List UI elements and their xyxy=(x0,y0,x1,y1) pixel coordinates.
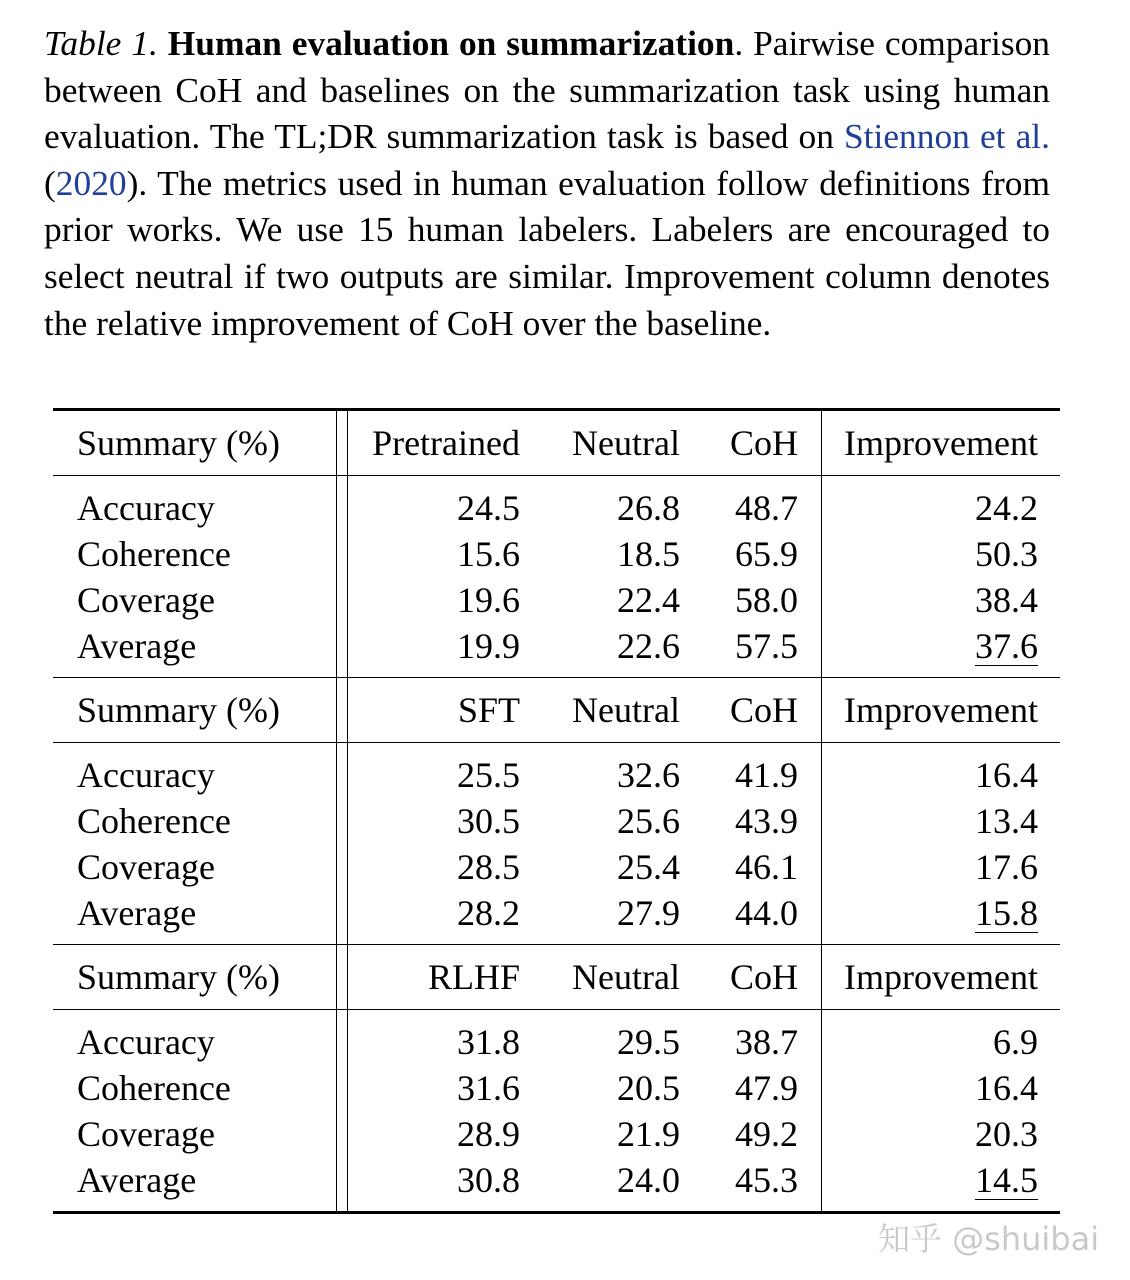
cell-metric: Coherence xyxy=(77,1068,231,1108)
cell-metric: Coherence xyxy=(77,534,231,574)
cell-improvement: 24.2 xyxy=(975,488,1038,528)
citation-year-link[interactable]: 2020 xyxy=(55,162,127,203)
caption-cite-open: ( xyxy=(44,162,56,203)
cell-coh-best: 57.5 xyxy=(680,623,822,678)
table-row xyxy=(53,743,1060,799)
cell-baseline: 31.6 xyxy=(457,1068,520,1108)
caption-text-1: . Pairwise comparison between CoH and baselines on the summarization task using human evaluation. The TL;DR summarization task is based on xyxy=(44,23,1050,157)
cell-baseline: 24.5 xyxy=(457,488,520,528)
table-row xyxy=(53,798,1060,844)
cell-coh: 58.0 xyxy=(680,577,822,623)
header-neutral: Neutral xyxy=(520,410,680,476)
cell-improvement xyxy=(822,890,1061,945)
table-row xyxy=(53,1111,1060,1157)
double-rule xyxy=(337,945,348,1010)
table-row xyxy=(53,577,1060,623)
cell-neutral: 26.8 xyxy=(617,488,680,528)
cell-metric: Average xyxy=(53,1157,337,1213)
cell-metric: Coverage xyxy=(77,580,215,620)
cell-baseline: 28.2 xyxy=(457,893,520,933)
double-rule xyxy=(337,577,348,623)
double-rule xyxy=(337,1010,348,1066)
table-row xyxy=(53,1065,1060,1111)
cell-baseline: 15.6 xyxy=(457,534,520,574)
cell-metric: Average xyxy=(77,893,197,933)
cell-neutral: 22.4 xyxy=(617,580,680,620)
double-rule xyxy=(337,678,348,743)
cell-neutral: 21.9 xyxy=(617,1114,680,1154)
citation-authors-link[interactable]: Stiennon et al. xyxy=(844,116,1050,157)
double-rule xyxy=(337,623,348,678)
cell-baseline: 25.5 xyxy=(457,755,520,795)
cell-baseline: 19.9 xyxy=(457,626,520,666)
double-rule xyxy=(337,890,348,945)
cell-coh: 48.7 xyxy=(680,476,822,532)
cell-baseline: 31.8 xyxy=(457,1022,520,1062)
double-rule xyxy=(337,531,348,577)
double-rule xyxy=(337,844,348,890)
underlined-value: 37.6 xyxy=(975,626,1038,666)
header-metric: Summary (%) xyxy=(53,678,337,743)
cell-improvement: 16.4 xyxy=(975,1068,1038,1108)
cell-neutral: 25.4 xyxy=(617,847,680,887)
cell-coh: 47.9 xyxy=(680,1065,822,1111)
cell-improvement xyxy=(822,1157,1061,1213)
header-improvement: Improvement xyxy=(822,410,1061,476)
cell-metric: Accuracy xyxy=(77,488,215,528)
table-header-row xyxy=(53,678,1060,743)
header-baseline: RLHF xyxy=(348,945,521,1010)
double-rule xyxy=(337,410,348,476)
cell-coh-best: 44.0 xyxy=(680,890,822,945)
results-table xyxy=(53,408,1060,1214)
double-rule xyxy=(337,1111,348,1157)
table-row-average xyxy=(53,1157,1060,1213)
cell-metric: Average xyxy=(77,626,197,666)
header-improvement: Improvement xyxy=(822,678,1061,743)
cell-coh: 41.9 xyxy=(680,743,822,799)
cell-neutral: 18.5 xyxy=(617,534,680,574)
cell-improvement: 6.9 xyxy=(993,1022,1038,1062)
double-rule xyxy=(337,743,348,799)
cell-baseline: 19.6 xyxy=(457,580,520,620)
cell-improvement xyxy=(822,623,1061,678)
cell-baseline: 30.8 xyxy=(348,1157,521,1213)
caption-label: Table 1. xyxy=(44,23,158,63)
cell-metric: Coverage xyxy=(77,847,215,887)
header-neutral: Neutral xyxy=(520,678,680,743)
watermark: 知乎 @shuibai xyxy=(878,1220,1100,1258)
cell-coh: 65.9 xyxy=(680,531,822,577)
cell-improvement: 13.4 xyxy=(975,801,1038,841)
cell-neutral: 25.6 xyxy=(617,801,680,841)
header-baseline: SFT xyxy=(348,678,521,743)
table-row xyxy=(53,476,1060,532)
cell-neutral: 29.5 xyxy=(617,1022,680,1062)
cell-improvement: 38.4 xyxy=(975,580,1038,620)
cell-improvement: 50.3 xyxy=(975,534,1038,574)
header-metric: Summary (%) xyxy=(53,945,337,1010)
cell-coh: 43.9 xyxy=(680,798,822,844)
cell-improvement: 16.4 xyxy=(975,755,1038,795)
cell-metric: Accuracy xyxy=(77,1022,215,1062)
double-rule xyxy=(337,1157,348,1213)
cell-coh: 46.1 xyxy=(680,844,822,890)
cell-neutral: 24.0 xyxy=(520,1157,680,1213)
header-coh: CoH xyxy=(680,678,822,743)
cell-baseline: 30.5 xyxy=(457,801,520,841)
cell-baseline: 28.5 xyxy=(457,847,520,887)
cell-improvement: 17.6 xyxy=(975,847,1038,887)
double-rule xyxy=(337,476,348,532)
cell-coh-best: 45.3 xyxy=(680,1157,822,1213)
table-header-row xyxy=(53,410,1060,476)
cell-coh: 38.7 xyxy=(680,1010,822,1066)
caption-title: Human evaluation on summarization xyxy=(167,23,735,63)
underlined-value: 15.8 xyxy=(975,893,1038,933)
cell-neutral: 20.5 xyxy=(617,1068,680,1108)
header-baseline: Pretrained xyxy=(348,410,521,476)
header-neutral: Neutral xyxy=(520,945,680,1010)
table-row xyxy=(53,844,1060,890)
caption-text-2: ). The metrics used in human evaluation follow definitions from prior works. We use 15 human labelers. Labelers are encouraged to select neutral if two outputs are similar. Improvement column denotes the relative improvement of CoH over the baseline. xyxy=(44,162,1050,343)
header-improvement: Improvement xyxy=(822,945,1061,1010)
underlined-value: 14.5 xyxy=(975,1160,1038,1200)
cell-metric: Coverage xyxy=(77,1114,215,1154)
cell-baseline: 28.9 xyxy=(457,1114,520,1154)
cell-coh: 49.2 xyxy=(680,1111,822,1157)
cell-neutral: 27.9 xyxy=(617,893,680,933)
double-rule xyxy=(337,1065,348,1111)
header-metric: Summary (%) xyxy=(53,410,337,476)
cell-neutral: 22.6 xyxy=(617,626,680,666)
table-header-row xyxy=(53,945,1060,1010)
table-row-average xyxy=(53,623,1060,678)
cell-improvement: 20.3 xyxy=(975,1114,1038,1154)
table-row-average xyxy=(53,890,1060,945)
header-coh: CoH xyxy=(680,945,822,1010)
double-rule xyxy=(337,798,348,844)
cell-metric: Accuracy xyxy=(77,755,215,795)
cell-neutral: 32.6 xyxy=(617,755,680,795)
cell-metric: Coherence xyxy=(77,801,231,841)
header-coh: CoH xyxy=(680,410,822,476)
table-row xyxy=(53,531,1060,577)
table-row xyxy=(53,1010,1060,1066)
table-caption xyxy=(44,20,1050,346)
